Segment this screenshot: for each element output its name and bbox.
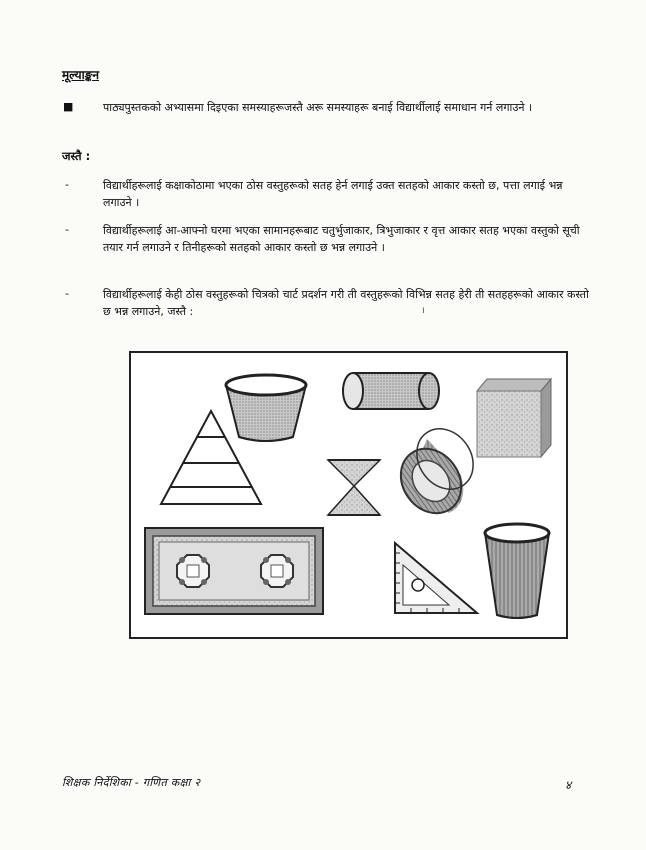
footer-book-title: शिक्षक निर्देशिका - गणित कक्षा २ (62, 776, 201, 789)
example-item: विद्यार्थीहरूलाई आ-आफ्नो घरमा भएका सामानहरूबाट चतुर्भुजाकार, त्रिभुजाकार र वृत्त आकार सतह भएका वस्तुको सूची तयार गर्न लगाउने र तिनीहरूको सतहको आकार कस्तो छ भन्न लगाउने । (103, 224, 580, 254)
shapes-chart (131, 353, 566, 637)
example-item: विद्यार्थीहरूलाई कक्षाकोठामा भएका ठोस वस्तुहरूको सतह हेर्न लगाई उक्त सतहको आकार कस्तो छ, पत्ता लगाई भन्न लगाउने । (103, 179, 563, 209)
solid-shapes-figure (129, 351, 568, 639)
section-heading: मूल्याङ्कन (62, 68, 99, 82)
dash-marker: - (65, 178, 69, 191)
cylinder-shape (343, 373, 439, 409)
examples-label: जस्तै : (62, 149, 91, 163)
hourglass-shape (328, 460, 380, 515)
dash-marker: - (65, 223, 69, 236)
bucket-shape (226, 375, 306, 441)
set-square-shape (395, 543, 477, 613)
carpet-shape (145, 528, 323, 614)
footer-page-number: ४ (565, 778, 572, 792)
waste-bin-shape (485, 524, 549, 618)
intro-paragraph: पाठ्यपुस्तकको अभ्यासमा दिइएका समस्याहरूजस्तै अरू समस्याहरू बनाई विद्यार्थीलाई समाधान गर्न लगाउने । (103, 101, 533, 114)
example-item: विद्यार्थीहरूलाई केही ठोस वस्तुहरूको चित्रको चार्ट प्रदर्शन गरी ती वस्तुहरूको विभिन्न सतह हेरी ती सतहहरूको आकार कस्तो छ भन्न लगाउने, जस्तै : (103, 288, 589, 318)
scan-mark: ı (422, 305, 425, 316)
dash-marker: - (65, 287, 69, 300)
cube-shape (477, 379, 551, 457)
ring-shape (389, 418, 485, 525)
bullet-marker: ■ (63, 100, 74, 113)
